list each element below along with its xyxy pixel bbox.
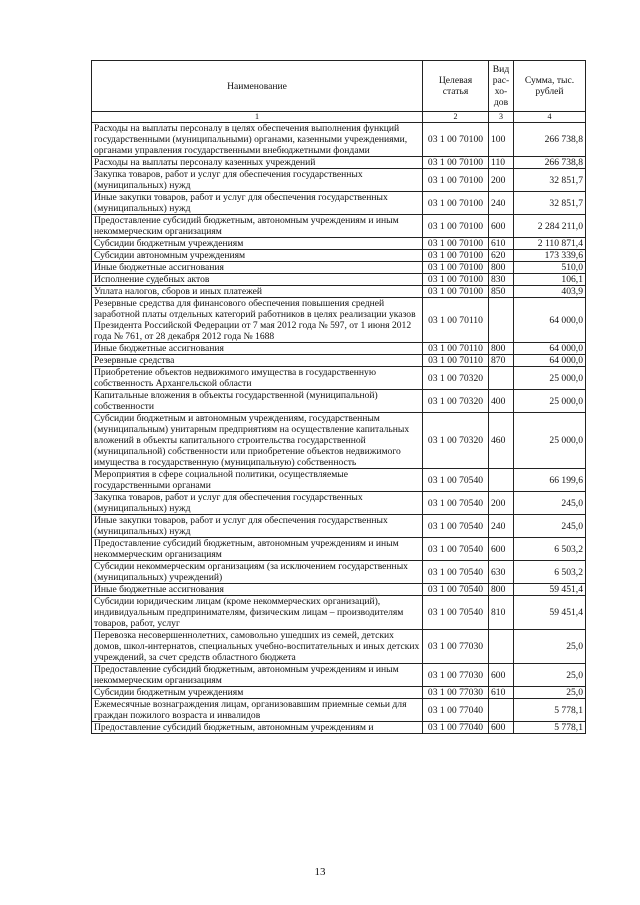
row-code-cell: 03 1 00 70100 xyxy=(423,215,489,238)
table-row xyxy=(92,538,586,561)
row-code-cell: 03 1 00 77030 xyxy=(423,630,489,664)
table-row xyxy=(92,286,586,298)
row-sum-cell: 64 000,0 xyxy=(514,355,586,367)
row-name-cell: Закупка товаров, работ и услуг для обеспечения государственных (муниципальных) нужд xyxy=(92,169,423,192)
row-expense-type-cell: 600 xyxy=(489,722,514,734)
table-row xyxy=(92,355,586,367)
table-row xyxy=(92,262,586,274)
budget-table xyxy=(91,60,586,734)
row-name-cell: Исполнение судебных актов xyxy=(92,274,423,286)
row-sum-cell: 25 000,0 xyxy=(514,413,586,469)
row-code-cell: 03 1 00 70540 xyxy=(423,515,489,538)
row-name-cell: Ежемесячные вознаграждения лицам, организовавшим приемные семьи для граждан пожилого возраста и инвалидов xyxy=(92,699,423,722)
table-row xyxy=(92,192,586,215)
row-name-cell: Иные закупки товаров, работ и услуг для обеспечения государственных (муниципальных) нужд xyxy=(92,192,423,215)
header-name: Наименование xyxy=(92,61,423,112)
row-expense-type-cell: 830 xyxy=(489,274,514,286)
row-sum-cell: 25 000,0 xyxy=(514,367,586,390)
row-name-cell: Предоставление субсидий бюджетным, автономным учреждениям и иным некоммерческим организациям xyxy=(92,215,423,238)
table-row xyxy=(92,298,586,343)
row-sum-cell: 173 339,6 xyxy=(514,250,586,262)
row-expense-type-cell: 600 xyxy=(489,538,514,561)
row-expense-type-cell xyxy=(489,367,514,390)
row-name-cell: Субсидии бюджетным и автономным учреждениям, государственным (муниципальным) унитарным предприятиям на осуществление капитальных вложений в объекты капитального строительства государственной (муниципальной) собственности или приобретение объектов недвижимого имущества в государственную (муниципальную) собственность xyxy=(92,413,423,469)
row-expense-type-cell: 800 xyxy=(489,343,514,355)
row-code-cell: 03 1 00 70100 xyxy=(423,192,489,215)
table-row xyxy=(92,492,586,515)
table-row xyxy=(92,250,586,262)
table-row xyxy=(92,630,586,664)
row-name-cell: Иные бюджетные ассигнования xyxy=(92,343,423,355)
row-name-cell: Субсидии автономным учреждениям xyxy=(92,250,423,262)
row-expense-type-cell xyxy=(489,630,514,664)
row-sum-cell: 106,1 xyxy=(514,274,586,286)
table-row xyxy=(92,687,586,699)
table-row xyxy=(92,664,586,687)
row-sum-cell: 245,0 xyxy=(514,492,586,515)
table-row xyxy=(92,274,586,286)
row-code-cell: 03 1 00 70100 xyxy=(423,157,489,169)
row-expense-type-cell: 200 xyxy=(489,492,514,515)
row-expense-type-cell: 600 xyxy=(489,215,514,238)
row-name-cell: Мероприятия в сфере социальной политики, осуществляемые государственными органами xyxy=(92,469,423,492)
table-row xyxy=(92,596,586,630)
row-expense-type-cell: 100 xyxy=(489,123,514,157)
row-code-cell: 03 1 00 77030 xyxy=(423,664,489,687)
row-name-cell: Иные бюджетные ассигнования xyxy=(92,262,423,274)
row-code-cell: 03 1 00 70110 xyxy=(423,355,489,367)
row-sum-cell: 266 738,8 xyxy=(514,157,586,169)
row-code-cell: 03 1 00 70110 xyxy=(423,343,489,355)
row-expense-type-cell: 610 xyxy=(489,238,514,250)
row-name-cell: Предоставление субсидий бюджетным, автономным учреждениям и xyxy=(92,722,423,734)
row-sum-cell: 59 451,4 xyxy=(514,584,586,596)
column-number: 2 xyxy=(423,112,489,123)
row-expense-type-cell: 850 xyxy=(489,286,514,298)
row-name-cell: Субсидии бюджетным учреждениям xyxy=(92,238,423,250)
row-expense-type-cell: 870 xyxy=(489,355,514,367)
row-expense-type-cell: 110 xyxy=(489,157,514,169)
row-name-cell: Иные бюджетные ассигнования xyxy=(92,584,423,596)
row-sum-cell: 2 110 871,4 xyxy=(514,238,586,250)
page-number: 13 xyxy=(314,866,326,878)
row-expense-type-cell: 460 xyxy=(489,413,514,469)
row-name-cell: Приобретение объектов недвижимого имущества в государственную собственность Архангельской области xyxy=(92,367,423,390)
row-expense-type-cell: 240 xyxy=(489,192,514,215)
row-name-cell: Уплата налогов, сборов и иных платежей xyxy=(92,286,423,298)
row-sum-cell: 6 503,2 xyxy=(514,561,586,584)
row-sum-cell: 32 851,7 xyxy=(514,192,586,215)
row-code-cell: 03 1 00 70540 xyxy=(423,561,489,584)
row-sum-cell: 5 778,1 xyxy=(514,699,586,722)
header-expense-type: Вид рас-хо-дов xyxy=(489,61,514,112)
row-code-cell: 03 1 00 70100 xyxy=(423,274,489,286)
table-row xyxy=(92,722,586,734)
row-sum-cell: 64 000,0 xyxy=(514,298,586,343)
header-sum: Сумма, тыс. рублей xyxy=(514,61,586,112)
row-expense-type-cell: 810 xyxy=(489,596,514,630)
row-expense-type-cell: 630 xyxy=(489,561,514,584)
column-number: 3 xyxy=(489,112,514,123)
row-expense-type-cell xyxy=(489,298,514,343)
row-code-cell: 03 1 00 70540 xyxy=(423,469,489,492)
column-number-row xyxy=(92,112,586,123)
row-expense-type-cell: 240 xyxy=(489,515,514,538)
row-code-cell: 03 1 00 70100 xyxy=(423,169,489,192)
table-row xyxy=(92,413,586,469)
row-expense-type-cell xyxy=(489,699,514,722)
table-row xyxy=(92,238,586,250)
row-name-cell: Перевозка несовершеннолетних, самовольно ушедших из семей, детских домов, школ-интернатов, специальных учебно-воспитательных и иных детских учреждений, за счет средств областного бюджета xyxy=(92,630,423,664)
row-sum-cell: 64 000,0 xyxy=(514,343,586,355)
header-code: Целевая статья xyxy=(423,61,489,112)
row-expense-type-cell: 610 xyxy=(489,687,514,699)
row-name-cell: Иные закупки товаров, работ и услуг для обеспечения государственных (муниципальных) нужд xyxy=(92,515,423,538)
row-name-cell: Предоставление субсидий бюджетным, автономным учреждениям и иным некоммерческим организациям xyxy=(92,664,423,687)
row-code-cell: 03 1 00 70320 xyxy=(423,413,489,469)
row-sum-cell: 266 738,8 xyxy=(514,123,586,157)
row-name-cell: Резервные средства xyxy=(92,355,423,367)
row-sum-cell: 25,0 xyxy=(514,630,586,664)
row-sum-cell: 66 199,6 xyxy=(514,469,586,492)
row-sum-cell: 32 851,7 xyxy=(514,169,586,192)
row-code-cell: 03 1 00 70540 xyxy=(423,538,489,561)
row-expense-type-cell: 400 xyxy=(489,390,514,413)
row-sum-cell: 2 284 211,0 xyxy=(514,215,586,238)
column-number: 4 xyxy=(514,112,586,123)
row-code-cell: 03 1 00 70110 xyxy=(423,298,489,343)
row-expense-type-cell: 620 xyxy=(489,250,514,262)
row-name-cell: Резервные средства для финансового обеспечения повышения средней заработной платы отдельных категорий работников в целях реализации указов Президента Российской Федерации от 7 мая 2012 года № 597, от 1 июня 2012 года № 761, от 28 декабря 2012 года № 1688 xyxy=(92,298,423,343)
table-row xyxy=(92,515,586,538)
row-code-cell: 03 1 00 70540 xyxy=(423,492,489,515)
table-row xyxy=(92,584,586,596)
table-row xyxy=(92,469,586,492)
row-name-cell: Предоставление субсидий бюджетным, автономным учреждениям и иным некоммерческим организациям xyxy=(92,538,423,561)
table-row xyxy=(92,699,586,722)
table-row xyxy=(92,367,586,390)
row-code-cell: 03 1 00 77040 xyxy=(423,699,489,722)
row-code-cell: 03 1 00 70100 xyxy=(423,286,489,298)
row-code-cell: 03 1 00 70320 xyxy=(423,390,489,413)
row-sum-cell: 59 451,4 xyxy=(514,596,586,630)
row-sum-cell: 510,0 xyxy=(514,262,586,274)
column-number: 1 xyxy=(92,112,423,123)
row-name-cell: Расходы на выплаты персоналу казенных учреждений xyxy=(92,157,423,169)
row-sum-cell: 245,0 xyxy=(514,515,586,538)
row-name-cell: Расходы на выплаты персоналу в целях обеспечения выполнения функций государственными (муниципальными) органами, казенными учреждениями, органами управления государственными внебюджетными фондами xyxy=(92,123,423,157)
row-sum-cell: 25,0 xyxy=(514,664,586,687)
row-code-cell: 03 1 00 70320 xyxy=(423,367,489,390)
row-code-cell: 03 1 00 77030 xyxy=(423,687,489,699)
row-sum-cell: 403,9 xyxy=(514,286,586,298)
table-row xyxy=(92,169,586,192)
row-code-cell: 03 1 00 70100 xyxy=(423,250,489,262)
row-sum-cell: 5 778,1 xyxy=(514,722,586,734)
table-row xyxy=(92,561,586,584)
row-code-cell: 03 1 00 70100 xyxy=(423,238,489,250)
row-name-cell: Закупка товаров, работ и услуг для обеспечения государственных (муниципальных) нужд xyxy=(92,492,423,515)
table-body xyxy=(92,123,586,734)
row-code-cell: 03 1 00 77040 xyxy=(423,722,489,734)
row-expense-type-cell: 800 xyxy=(489,262,514,274)
table-row xyxy=(92,390,586,413)
row-sum-cell: 25,0 xyxy=(514,687,586,699)
row-code-cell: 03 1 00 70100 xyxy=(423,123,489,157)
row-name-cell: Капитальные вложения в объекты государственной (муниципальной) собственности xyxy=(92,390,423,413)
row-name-cell: Субсидии юридическим лицам (кроме некоммерческих организаций), индивидуальным предпринимателям, физическим лицам – производителям товаров, работ, услуг xyxy=(92,596,423,630)
row-name-cell: Субсидии бюджетным учреждениям xyxy=(92,687,423,699)
table-header-row xyxy=(92,61,586,112)
row-expense-type-cell: 200 xyxy=(489,169,514,192)
row-expense-type-cell: 800 xyxy=(489,584,514,596)
table-row xyxy=(92,157,586,169)
row-expense-type-cell: 600 xyxy=(489,664,514,687)
table-row xyxy=(92,215,586,238)
row-code-cell: 03 1 00 70540 xyxy=(423,596,489,630)
row-expense-type-cell xyxy=(489,469,514,492)
table-row xyxy=(92,123,586,157)
row-name-cell: Субсидии некоммерческим организациям (за исключением государственных (муниципальных) учреждений) xyxy=(92,561,423,584)
table-row xyxy=(92,343,586,355)
row-sum-cell: 25 000,0 xyxy=(514,390,586,413)
row-code-cell: 03 1 00 70100 xyxy=(423,262,489,274)
row-code-cell: 03 1 00 70540 xyxy=(423,584,489,596)
row-sum-cell: 6 503,2 xyxy=(514,538,586,561)
